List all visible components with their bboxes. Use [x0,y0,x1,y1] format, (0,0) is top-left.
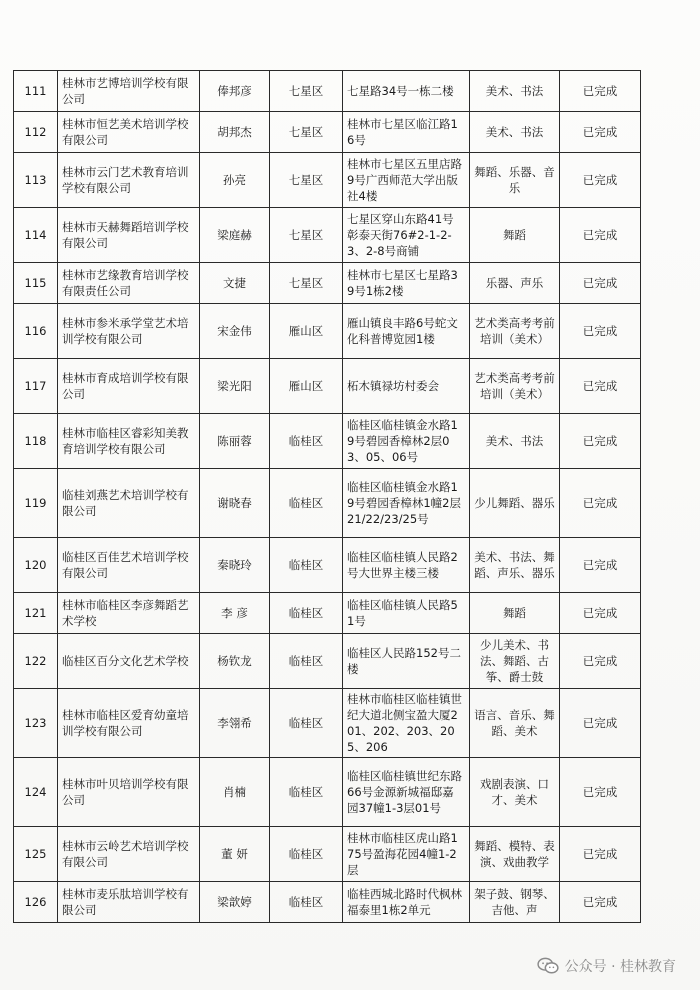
legal-representative-cell: 肖楠 [200,758,270,827]
table-row [14,827,641,882]
school-roster-table [13,70,641,923]
district-cell: 临桂区 [270,758,343,827]
subjects-cell: 语言、音乐、舞蹈、美术 [470,689,560,758]
row-number-cell: 114 [14,208,58,263]
legal-representative-cell: 俸邦彦 [200,71,270,112]
district-cell: 临桂区 [270,469,343,538]
school-name-cell: 桂林市云岭艺术培训学校有限公司 [58,827,200,882]
table-row [14,758,641,827]
legal-representative-cell: 文捷 [200,263,270,304]
row-number-cell: 112 [14,112,58,153]
row-number-cell: 118 [14,414,58,469]
status-cell: 已完成 [560,304,641,359]
school-name-cell: 桂林市恒艺美术培训学校有限公司 [58,112,200,153]
row-number-cell: 120 [14,538,58,593]
address-cell: 临桂区临桂镇金水路19号碧园香樟林2层03、05、06号 [343,414,470,469]
table-row [14,304,641,359]
status-cell: 已完成 [560,359,641,414]
wechat-icon [537,957,559,975]
table-row [14,469,641,538]
status-cell: 已完成 [560,71,641,112]
district-cell: 临桂区 [270,538,343,593]
subjects-cell: 乐器、声乐 [470,263,560,304]
legal-representative-cell: 胡邦杰 [200,112,270,153]
district-cell: 七星区 [270,153,343,208]
row-number-cell: 116 [14,304,58,359]
school-name-cell: 桂林市临桂区爱育幼童培训学校有限公司 [58,689,200,758]
address-cell: 七星路34号一栋二楼 [343,71,470,112]
subjects-cell: 少儿美术、书法、舞蹈、古筝、爵士鼓 [470,634,560,689]
subjects-cell: 戏剧表演、口才、美术 [470,758,560,827]
school-name-cell: 桂林市艺缘教育培训学校有限责任公司 [58,263,200,304]
status-cell: 已完成 [560,758,641,827]
legal-representative-cell: 秦晓玲 [200,538,270,593]
table-row [14,263,641,304]
legal-representative-cell: 陈丽蓉 [200,414,270,469]
legal-representative-cell: 梁歆婷 [200,882,270,923]
district-cell: 雁山区 [270,304,343,359]
school-name-cell: 桂林市云门艺术教育培训学校有限公司 [58,153,200,208]
school-name-cell: 桂林市天赫舞蹈培训学校有限公司 [58,208,200,263]
watermark [537,956,676,976]
address-cell: 雁山镇良丰路6号蛇文化科普博览园1楼 [343,304,470,359]
table-row [14,882,641,923]
school-name-cell: 桂林市麦乐肽培训学校有限公司 [58,882,200,923]
watermark-text: 公众号 · 桂林教育 [564,959,676,975]
subjects-cell: 架子鼓、钢琴、吉他、声 [470,882,560,923]
district-cell: 七星区 [270,208,343,263]
district-cell: 临桂区 [270,827,343,882]
legal-representative-cell: 梁庭赫 [200,208,270,263]
status-cell: 已完成 [560,634,641,689]
subjects-cell: 美术、书法 [470,71,560,112]
status-cell: 已完成 [560,208,641,263]
row-number-cell: 125 [14,827,58,882]
status-cell: 已完成 [560,414,641,469]
legal-representative-cell: 杨钦龙 [200,634,270,689]
address-cell: 桂林市七星区七星路39号1栋2楼 [343,263,470,304]
address-cell: 桂林市七星区临江路16号 [343,112,470,153]
status-cell: 已完成 [560,153,641,208]
subjects-cell: 舞蹈、乐器、音乐 [470,153,560,208]
address-cell: 临桂区临桂镇金水路19号碧园香樟林1幢2层21/22/23/25号 [343,469,470,538]
table-row [14,153,641,208]
district-cell: 临桂区 [270,689,343,758]
address-cell: 柘木镇禄坊村委会 [343,359,470,414]
legal-representative-cell: 谢晓春 [200,469,270,538]
school-name-cell: 桂林市参米承学堂艺术培训学校有限公司 [58,304,200,359]
district-cell: 七星区 [270,71,343,112]
status-cell: 已完成 [560,469,641,538]
school-name-cell: 桂林市艺博培训学校有限公司 [58,71,200,112]
subjects-cell: 舞蹈 [470,593,560,634]
district-cell: 临桂区 [270,414,343,469]
legal-representative-cell: 李 彦 [200,593,270,634]
district-cell: 临桂区 [270,882,343,923]
table-row [14,112,641,153]
table-row [14,414,641,469]
school-name-cell: 临桂刘燕艺术培训学校有限公司 [58,469,200,538]
row-number-cell: 124 [14,758,58,827]
subjects-cell: 美术、书法 [470,112,560,153]
status-cell: 已完成 [560,827,641,882]
table-row [14,634,641,689]
row-number-cell: 111 [14,71,58,112]
table-row [14,593,641,634]
legal-representative-cell: 孙亮 [200,153,270,208]
status-cell: 已完成 [560,263,641,304]
status-cell: 已完成 [560,112,641,153]
status-cell: 已完成 [560,538,641,593]
subjects-cell: 少儿舞蹈、器乐 [470,469,560,538]
subjects-cell: 美术、书法、舞蹈、声乐、器乐 [470,538,560,593]
subjects-cell: 艺术类高考考前培训（美术） [470,359,560,414]
legal-representative-cell: 梁光阳 [200,359,270,414]
row-number-cell: 121 [14,593,58,634]
subjects-cell: 舞蹈、模特、表演、戏曲教学 [470,827,560,882]
address-cell: 临桂西城北路时代枫林福泰里1栋2单元 [343,882,470,923]
address-cell: 七星区穿山东路41号彰泰天街76#2-1-2-3、2-8号商铺 [343,208,470,263]
table-row [14,359,641,414]
address-cell: 临桂区人民路152号二楼 [343,634,470,689]
address-cell: 临桂区临桂镇人民路2号大世界主楼三楼 [343,538,470,593]
subjects-cell: 舞蹈 [470,208,560,263]
address-cell: 桂林市临桂区虎山路175号盈海花园4幢1-2层 [343,827,470,882]
row-number-cell: 117 [14,359,58,414]
district-cell: 七星区 [270,263,343,304]
row-number-cell: 122 [14,634,58,689]
district-cell: 临桂区 [270,593,343,634]
school-name-cell: 桂林市叶贝培训学校有限公司 [58,758,200,827]
row-number-cell: 119 [14,469,58,538]
district-cell: 七星区 [270,112,343,153]
school-name-cell: 桂林市临桂区李彦舞蹈艺术学校 [58,593,200,634]
row-number-cell: 123 [14,689,58,758]
school-name-cell: 桂林市临桂区睿彩知美教育培训学校有限公司 [58,414,200,469]
district-cell: 雁山区 [270,359,343,414]
address-cell: 临桂区临桂镇世纪东路66号金源新城福邸嘉园37幢1-3层01号 [343,758,470,827]
row-number-cell: 126 [14,882,58,923]
school-name-cell: 临桂区百分文化艺术学校 [58,634,200,689]
school-name-cell: 临桂区百佳艺术培训学校有限公司 [58,538,200,593]
district-cell: 临桂区 [270,634,343,689]
status-cell: 已完成 [560,593,641,634]
legal-representative-cell: 李翎希 [200,689,270,758]
row-number-cell: 115 [14,263,58,304]
address-cell: 桂林市七星区五里店路9号广西师范大学出版社4楼 [343,153,470,208]
address-cell: 临桂区临桂镇人民路51号 [343,593,470,634]
status-cell: 已完成 [560,882,641,923]
table-row [14,538,641,593]
table-row [14,689,641,758]
row-number-cell: 113 [14,153,58,208]
table-row [14,208,641,263]
status-cell: 已完成 [560,689,641,758]
school-name-cell: 桂林市育成培训学校有限公司 [58,359,200,414]
subjects-cell: 艺术类高考考前培训（美术） [470,304,560,359]
address-cell: 桂林市临桂区临桂镇世纪大道北侧宝盈大厦201、202、203、205、206 [343,689,470,758]
table-row [14,71,641,112]
legal-representative-cell: 董 妍 [200,827,270,882]
legal-representative-cell: 宋金伟 [200,304,270,359]
subjects-cell: 美术、书法 [470,414,560,469]
